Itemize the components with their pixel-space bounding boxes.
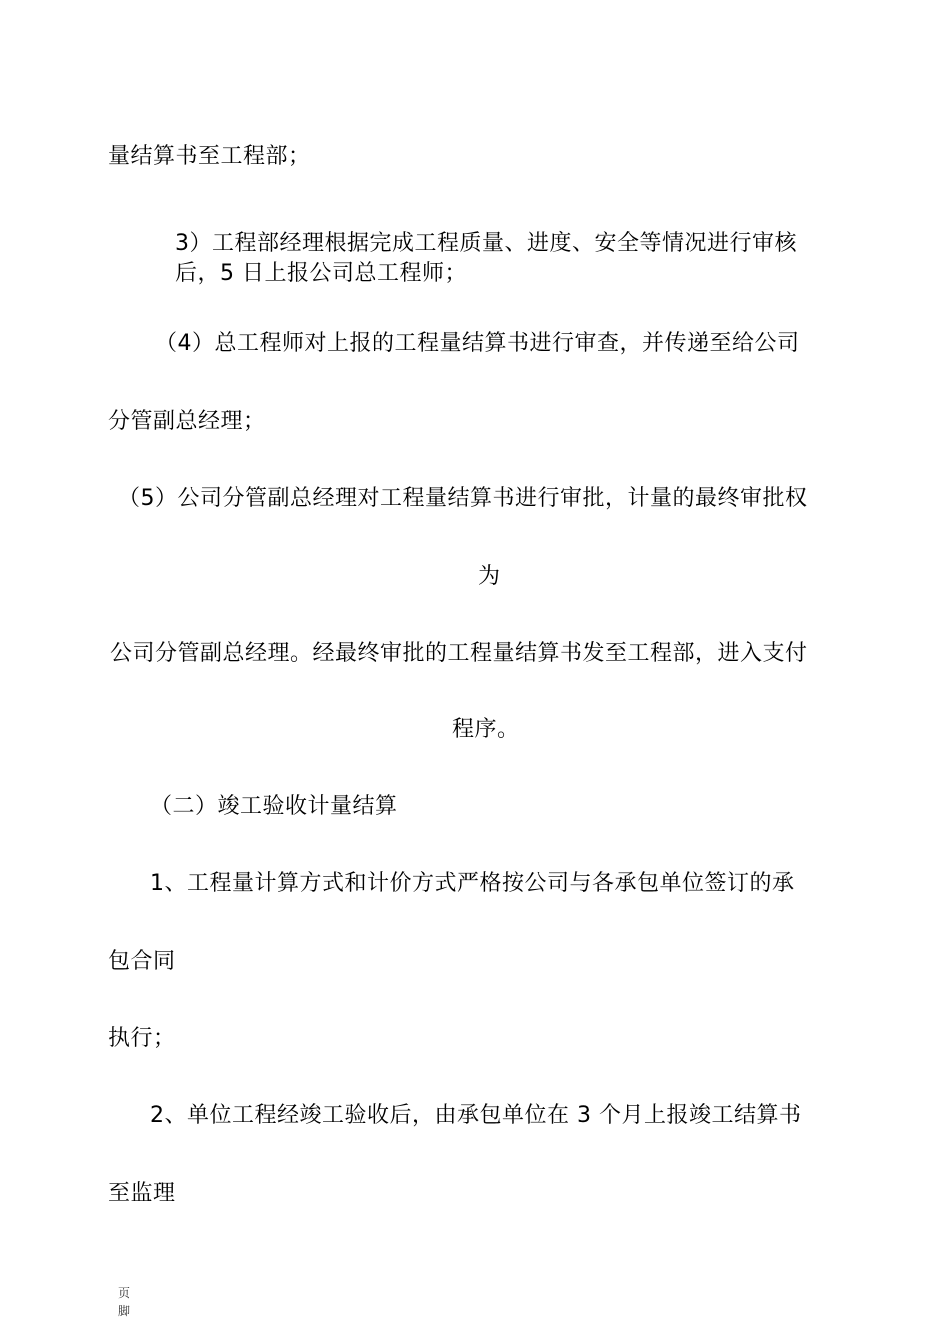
text-line-14: 2、单位工程经竣工验收后，由承包单位在 3 个月上报竣工结算书: [150, 1103, 802, 1128]
text-line-5: 分管副总经理；: [108, 409, 266, 434]
section-heading: （二）竣工验收计量结算: [150, 794, 398, 819]
text-line-15: 至监理: [108, 1181, 176, 1206]
text-line-6: （5）公司分管副总经理对工程量结算书进行审批，计量的最终审批权: [118, 486, 808, 511]
text-line-13: 执行；: [108, 1026, 176, 1051]
text-line-7: 为: [478, 564, 501, 589]
text-line-1: 量结算书至工程部；: [108, 144, 311, 169]
text-line-9: 程序。: [452, 717, 520, 742]
text-line-8: 公司分管副总经理。经最终审批的工程量结算书发至工程部，进入支付: [110, 641, 808, 666]
text-line-12: 包合同: [108, 949, 176, 974]
text-line-2: 3）工程部经理根据完成工程质量、进度、安全等情况进行审核: [175, 231, 797, 256]
text-line-4: （4）总工程师对上报的工程量结算书进行审查，并传递至给公司: [155, 331, 800, 356]
page-footer: 页脚: [118, 1286, 131, 1318]
text-line-11: 1、工程量计算方式和计价方式严格按公司与各承包单位签订的承: [150, 871, 795, 896]
text-line-3: 后，5 日上报公司总工程师；: [175, 261, 467, 286]
